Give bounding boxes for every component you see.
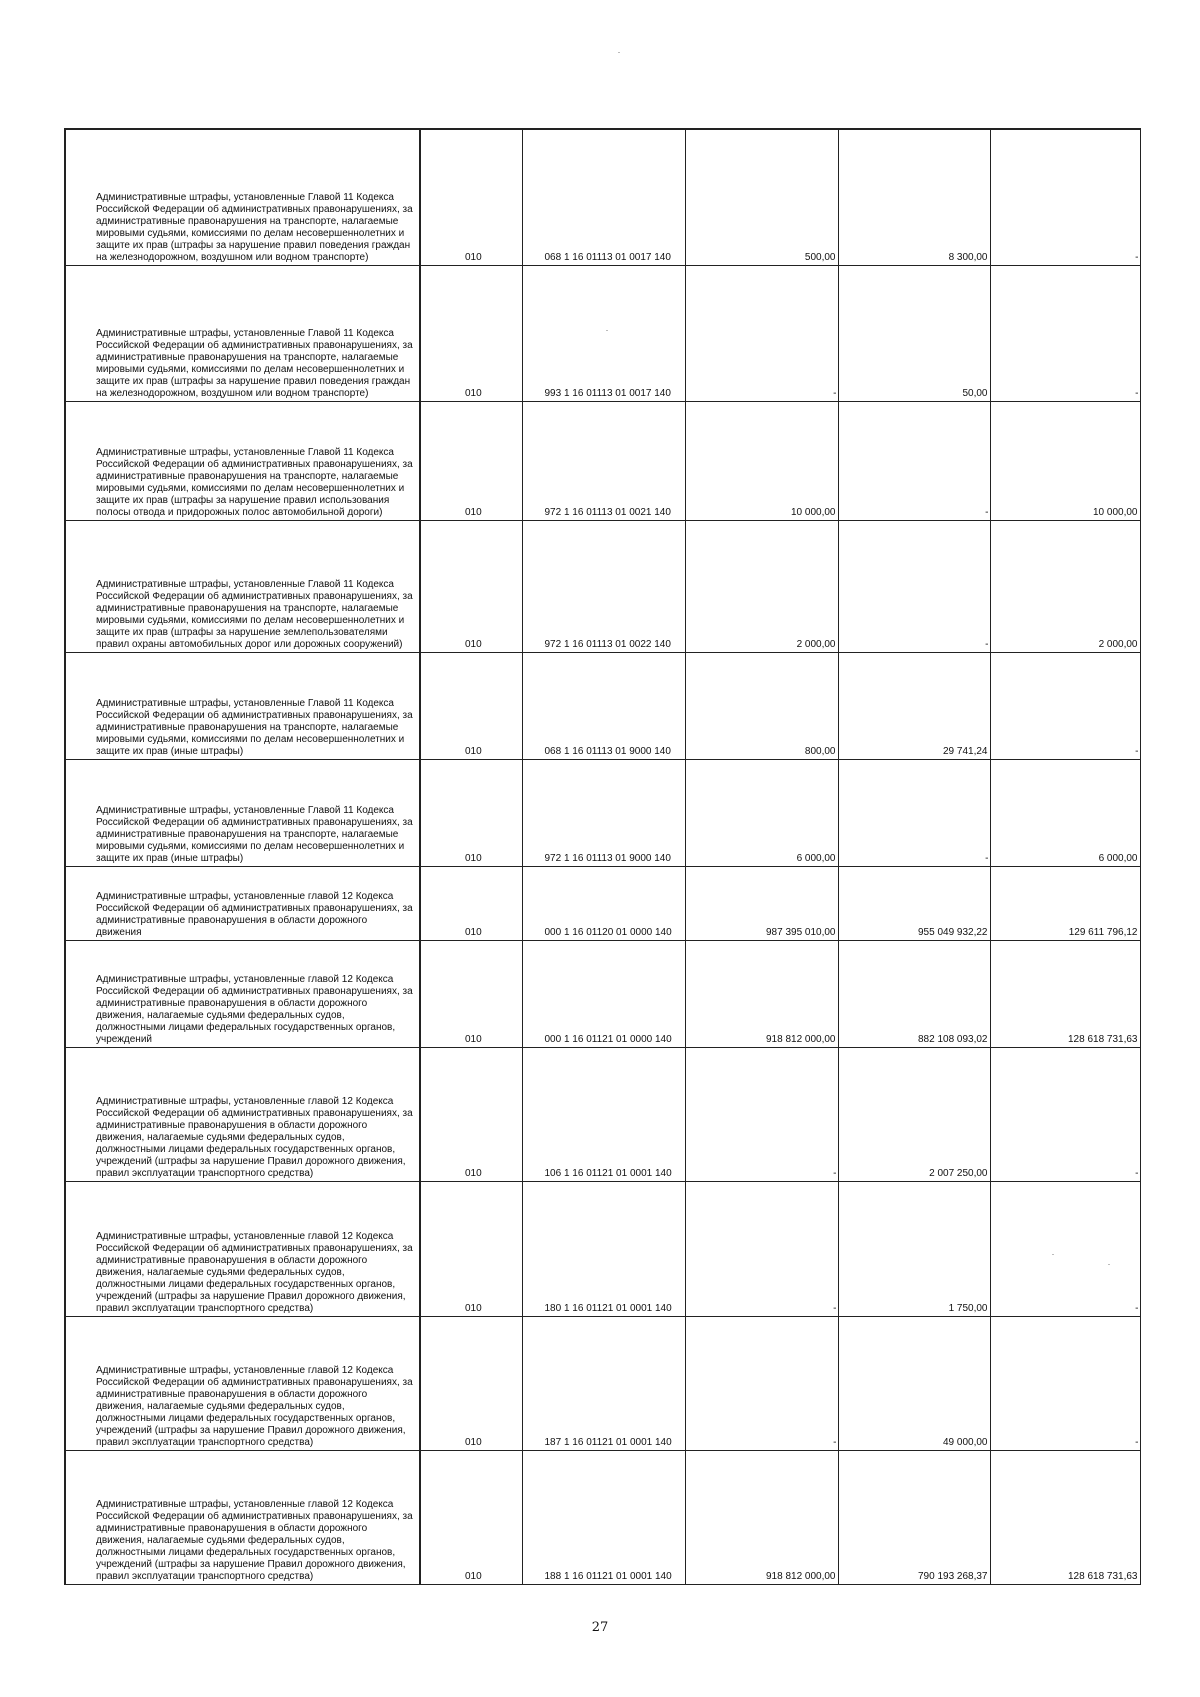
income-description: Административные штрафы, установленные главой 12 Кодекса Российской Федерации об административных правонарушениях, за административные правонарушения в области дорожного движения, налагаемые судьями федеральных судов, должностными лицами федеральных государственных органов, учреждений (штрафы за нарушение Правил дорожного движения, правил эксплуатации транспортного средства) xyxy=(96,1498,413,1582)
income-description: Административные штрафы, установленные Главой 11 Кодекса Российской Федерации об административных правонарушениях, за административные правонарушения на транспорте, налагаемые мировыми судьями, комиссиями по делам несовершеннолетних и защите их прав (штрафы за нарушение правил поведения граждан на железнодорожном, воздушном или водном транспорте) xyxy=(96,327,413,399)
approved-amount: 918 812 000,00 xyxy=(765,1033,836,1045)
line-code: 010 xyxy=(465,1302,482,1314)
executed-amount: 2 007 250,00 xyxy=(929,1167,988,1179)
table-row xyxy=(65,520,1140,652)
line-code: 010 xyxy=(465,852,482,864)
page-number: 27 xyxy=(591,1620,609,1635)
budget-classification-code: 187 1 16 01121 01 0001 140 xyxy=(544,1436,672,1448)
budget-classification-code: 068 1 16 01113 01 9000 140 xyxy=(544,745,671,757)
line-code: 010 xyxy=(465,638,482,650)
third-amount: 2 000,00 xyxy=(1098,638,1138,650)
approved-amount: - xyxy=(833,1302,837,1314)
approved-amount: - xyxy=(833,1167,837,1179)
budget-classification-code: 972 1 16 01113 01 9000 140 xyxy=(544,852,671,864)
approved-amount: - xyxy=(833,1436,837,1448)
income-description: Административные штрафы, установленные главой 12 Кодекса Российской Федерации об административных правонарушениях, за административные правонарушения в области дорожного движения, налагаемые судьями федеральных судов, должностными лицами федеральных государственных органов, учреждений (штрафы за нарушение Правил дорожного движения, правил эксплуатации транспортного средства) xyxy=(96,1364,413,1448)
table-row xyxy=(65,265,1140,401)
third-amount: - xyxy=(1135,1167,1139,1179)
budget-classification-code: 000 1 16 01121 01 0000 140 xyxy=(544,1033,672,1045)
third-amount: - xyxy=(1135,387,1139,399)
third-amount: 6 000,00 xyxy=(1098,852,1138,864)
third-amount: 128 618 731,63 xyxy=(1067,1570,1138,1582)
income-description: Административные штрафы, установленные Главой 11 Кодекса Российской Федерации об административных правонарушениях, за административные правонарушения на транспорте, налагаемые мировыми судьями, комиссиями по делам несовершеннолетних и защите их прав (иные штрафы) xyxy=(96,697,413,757)
executed-amount: 790 193 268,37 xyxy=(917,1570,988,1582)
approved-amount: 2 000,00 xyxy=(796,638,836,650)
budget-classification-code: 180 1 16 01121 01 0001 140 xyxy=(544,1302,672,1314)
third-amount: 10 000,00 xyxy=(1093,506,1138,518)
approved-amount: 987 395 010,00 xyxy=(765,926,836,938)
executed-amount: 49 000,00 xyxy=(943,1436,988,1448)
table-row xyxy=(65,866,1140,940)
third-amount: - xyxy=(1135,1302,1139,1314)
line-code: 010 xyxy=(465,1167,482,1179)
approved-amount: 918 812 000,00 xyxy=(765,1570,836,1582)
table-row xyxy=(65,1316,1140,1450)
executed-amount: 29 741,24 xyxy=(943,745,988,757)
income-description: Административные штрафы, установленные главой 12 Кодекса Российской Федерации об административных правонарушениях, за административные правонарушения в области дорожного движения, налагаемые судьями федеральных судов, должностными лицами федеральных государственных органов, учреждений (штрафы за нарушение Правил дорожного движения, правил эксплуатации транспортного средства) xyxy=(96,1095,413,1179)
approved-amount: 500,00 xyxy=(804,251,836,263)
third-amount: 128 618 731,63 xyxy=(1067,1033,1138,1045)
approved-amount: 6 000,00 xyxy=(796,852,836,864)
line-code: 010 xyxy=(465,1570,482,1582)
line-code: 010 xyxy=(465,506,482,518)
budget-classification-code: 972 1 16 01113 01 0022 140 xyxy=(544,638,671,650)
table-row xyxy=(65,129,1140,265)
line-code: 010 xyxy=(465,387,482,399)
third-amount: - xyxy=(1135,251,1139,263)
income-table xyxy=(64,128,1141,1585)
income-description: Административные штрафы, установленные Главой 11 Кодекса Российской Федерации об административных правонарушениях, за административные правонарушения на транспорте, налагаемые мировыми судьями, комиссиями по делам несовершеннолетних и защите их прав (иные штрафы) xyxy=(96,804,413,864)
table-row xyxy=(65,1450,1140,1584)
income-description: Административные штрафы, установленные главой 12 Кодекса Российской Федерации об административных правонарушениях, за административные правонарушения в области дорожного движения, налагаемые судьями федеральных судов, должностными лицами федеральных государственных органов, учреждений (штрафы за нарушение Правил дорожного движения, правил эксплуатации транспортного средства) xyxy=(96,1230,413,1314)
budget-classification-code: 972 1 16 01113 01 0021 140 xyxy=(544,506,671,518)
budget-classification-code: 106 1 16 01121 01 0001 140 xyxy=(544,1167,672,1179)
table-row xyxy=(65,652,1140,759)
approved-amount: 800,00 xyxy=(804,745,836,757)
approved-amount: 10 000,00 xyxy=(791,506,836,518)
income-table-body xyxy=(65,129,1140,1584)
approved-amount: - xyxy=(833,387,837,399)
line-code: 010 xyxy=(465,1033,482,1045)
line-code: 010 xyxy=(465,251,482,263)
budget-classification-code: 993 1 16 01113 01 0017 140 xyxy=(544,387,671,399)
third-amount: 129 611 796,12 xyxy=(1068,926,1138,938)
table-row xyxy=(65,1047,1140,1181)
budget-classification-code: 068 1 16 01113 01 0017 140 xyxy=(544,251,671,263)
executed-amount: 882 108 093,02 xyxy=(917,1033,988,1045)
income-description: Административные штрафы, установленные Главой 11 Кодекса Российской Федерации об административных правонарушениях, за административные правонарушения на транспорте, налагаемые мировыми судьями, комиссиями по делам несовершеннолетних и защите их прав (штрафы за нарушение правил поведения граждан на железнодорожном, воздушном или водном транспорте) xyxy=(96,191,413,263)
line-code: 010 xyxy=(465,1436,482,1448)
executed-amount: 955 049 932,22 xyxy=(917,926,988,938)
table-row xyxy=(65,1181,1140,1316)
third-amount: - xyxy=(1135,1436,1139,1448)
executed-amount: - xyxy=(985,638,989,650)
executed-amount: 8 300,00 xyxy=(948,251,988,263)
line-code: 010 xyxy=(465,926,482,938)
income-description: Административные штрафы, установленные главой 12 Кодекса Российской Федерации об административных правонарушениях, за административные правонарушения в области дорожного движения xyxy=(96,890,413,938)
table-row xyxy=(65,401,1140,520)
budget-classification-code: 000 1 16 01120 01 0000 140 xyxy=(544,926,672,938)
budget-classification-code: 188 1 16 01121 01 0001 140 xyxy=(544,1570,672,1582)
line-code: 010 xyxy=(465,745,482,757)
table-row xyxy=(65,940,1140,1047)
table-row xyxy=(65,759,1140,866)
income-description: Административные штрафы, установленные Главой 11 Кодекса Российской Федерации об административных правонарушениях, за административные правонарушения на транспорте, налагаемые мировыми судьями, комиссиями по делам несовершеннолетних и защите их прав (штрафы за нарушение правил использования полосы отвода и придорожных полос автомобильной дороги) xyxy=(96,446,413,518)
income-description: Административные штрафы, установленные Главой 11 Кодекса Российской Федерации об административных правонарушениях, за административные правонарушения на транспорте, налагаемые мировыми судьями, комиссиями по делам несовершеннолетних и защите их прав (штрафы за нарушение землепользователями правил охраны автомобильных дорог или дорожных сооружений) xyxy=(96,578,413,650)
executed-amount: 1 750,00 xyxy=(948,1302,988,1314)
income-description: Административные штрафы, установленные главой 12 Кодекса Российской Федерации об административных правонарушениях, за административные правонарушения в области дорожного движения, налагаемые судьями федеральных судов, должностными лицами федеральных государственных органов, учреждений xyxy=(96,973,413,1045)
executed-amount: - xyxy=(985,506,989,518)
executed-amount: 50,00 xyxy=(962,387,988,399)
executed-amount: - xyxy=(985,852,989,864)
third-amount: - xyxy=(1135,745,1139,757)
